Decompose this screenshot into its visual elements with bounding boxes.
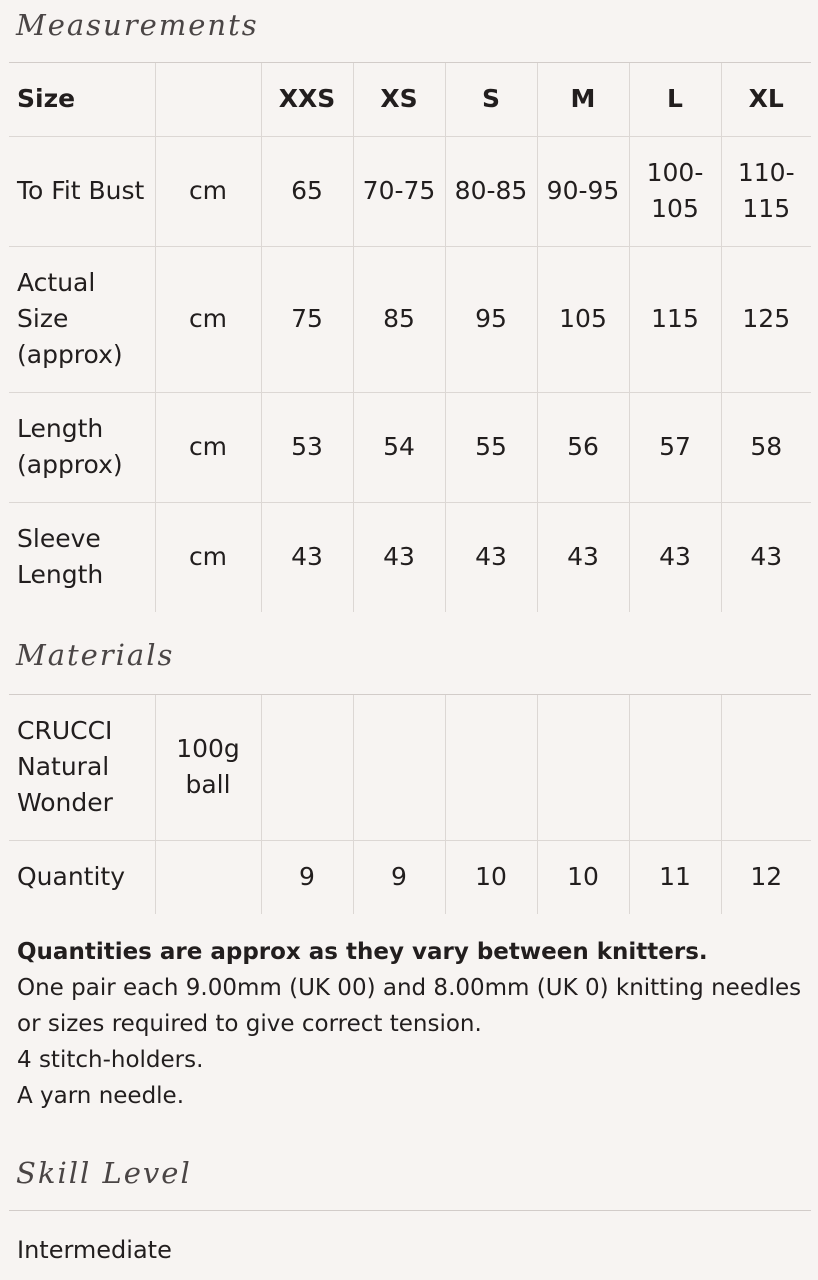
stitch-holders-note: 4 stitch-holders. — [17, 1047, 204, 1073]
length-s: 55 — [445, 392, 537, 502]
length-l: 57 — [629, 392, 721, 502]
sleeve-length-m: 43 — [537, 502, 629, 612]
size-header-unit — [155, 63, 261, 136]
size-header-s: S — [445, 63, 537, 136]
quantity-unit — [155, 840, 261, 914]
skill-level-rule — [9, 1210, 811, 1211]
sleeve-length-label: Sleeve Length — [9, 502, 155, 612]
yarn-xs — [353, 695, 445, 840]
actual-size-l: 115 — [629, 246, 721, 392]
actual-size-xs: 85 — [353, 246, 445, 392]
needles-note: One pair each 9.00mm (UK 00) and 8.00mm (UK 0) knitting needles or sizes required to give correct tension. — [17, 975, 802, 1037]
quantity-xs: 9 — [353, 840, 445, 914]
size-header-xs: XS — [353, 63, 445, 136]
yarn-xl — [721, 695, 811, 840]
sleeve-length-s: 43 — [445, 502, 537, 612]
length-xl: 58 — [721, 392, 811, 502]
quantity-l: 11 — [629, 840, 721, 914]
actual-size-label: Actual Size (approx) — [9, 246, 155, 392]
size-header-m: M — [537, 63, 629, 136]
yarn-l — [629, 695, 721, 840]
materials-table — [9, 695, 811, 914]
sleeve-length-xl: 43 — [750, 542, 783, 572]
quantity-s: 10 — [445, 840, 537, 914]
actual-size-unit: cm — [155, 246, 261, 392]
to-fit-bust-unit: cm — [155, 136, 261, 246]
sleeve-length-xs: 43 — [353, 502, 445, 612]
yarn-m — [537, 695, 629, 840]
size-header-xl: XL — [721, 63, 811, 136]
size-header-row — [9, 63, 811, 136]
quantity-xl: 12 — [750, 862, 783, 892]
yarn-unit: 100g ball — [155, 695, 261, 840]
quantity-row — [9, 840, 811, 914]
actual-size-xxs: 75 — [261, 246, 353, 392]
yarn-needle-note: A yarn needle. — [17, 1083, 185, 1109]
quantity-xxs: 9 — [261, 840, 353, 914]
to-fit-bust-xxs: 65 — [261, 136, 353, 246]
measurements-title: Measurements — [16, 8, 259, 42]
to-fit-bust-l: 100-105 — [629, 136, 721, 246]
to-fit-bust-xs: 70-75 — [353, 136, 445, 246]
materials-notes — [17, 934, 812, 1114]
skill-level-title: Skill Level — [16, 1156, 192, 1190]
yarn-xxs — [261, 695, 353, 840]
to-fit-bust-label: To Fit Bust — [9, 136, 155, 246]
actual-size-row — [9, 246, 811, 392]
quantity-m: 10 — [537, 840, 629, 914]
to-fit-bust-s: 80-85 — [445, 136, 537, 246]
sleeve-length-xxs: 43 — [261, 502, 353, 612]
length-xxs: 53 — [261, 392, 353, 502]
length-unit: cm — [155, 392, 261, 502]
length-m: 56 — [537, 392, 629, 502]
size-header-label: Size — [9, 63, 155, 136]
skill-level-value: Intermediate — [17, 1236, 172, 1264]
yarn-s — [445, 695, 537, 840]
materials-title: Materials — [16, 638, 175, 672]
size-header-l: L — [629, 63, 721, 136]
quantity-label: Quantity — [9, 840, 155, 914]
to-fit-bust-m: 90-95 — [537, 136, 629, 246]
sleeve-length-l: 43 — [629, 502, 721, 612]
yarn-label: CRUCCI Natural Wonder — [9, 695, 155, 840]
sleeve-length-unit: cm — [155, 502, 261, 612]
actual-size-m: 105 — [537, 246, 629, 392]
to-fit-bust-xl: 110-115 — [721, 136, 811, 246]
quantities-note: Quantities are approx as they vary between knitters. — [17, 939, 708, 965]
sleeve-length-row — [9, 502, 811, 612]
length-label: Length (approx) — [9, 392, 155, 502]
actual-size-s: 95 — [445, 246, 537, 392]
measurements-table — [9, 63, 811, 612]
to-fit-bust-row — [9, 136, 811, 246]
size-header-xxs: XXS — [261, 63, 353, 136]
actual-size-xl: 125 — [721, 246, 811, 392]
length-row — [9, 392, 811, 502]
length-xs: 54 — [353, 392, 445, 502]
yarn-row — [9, 695, 811, 840]
